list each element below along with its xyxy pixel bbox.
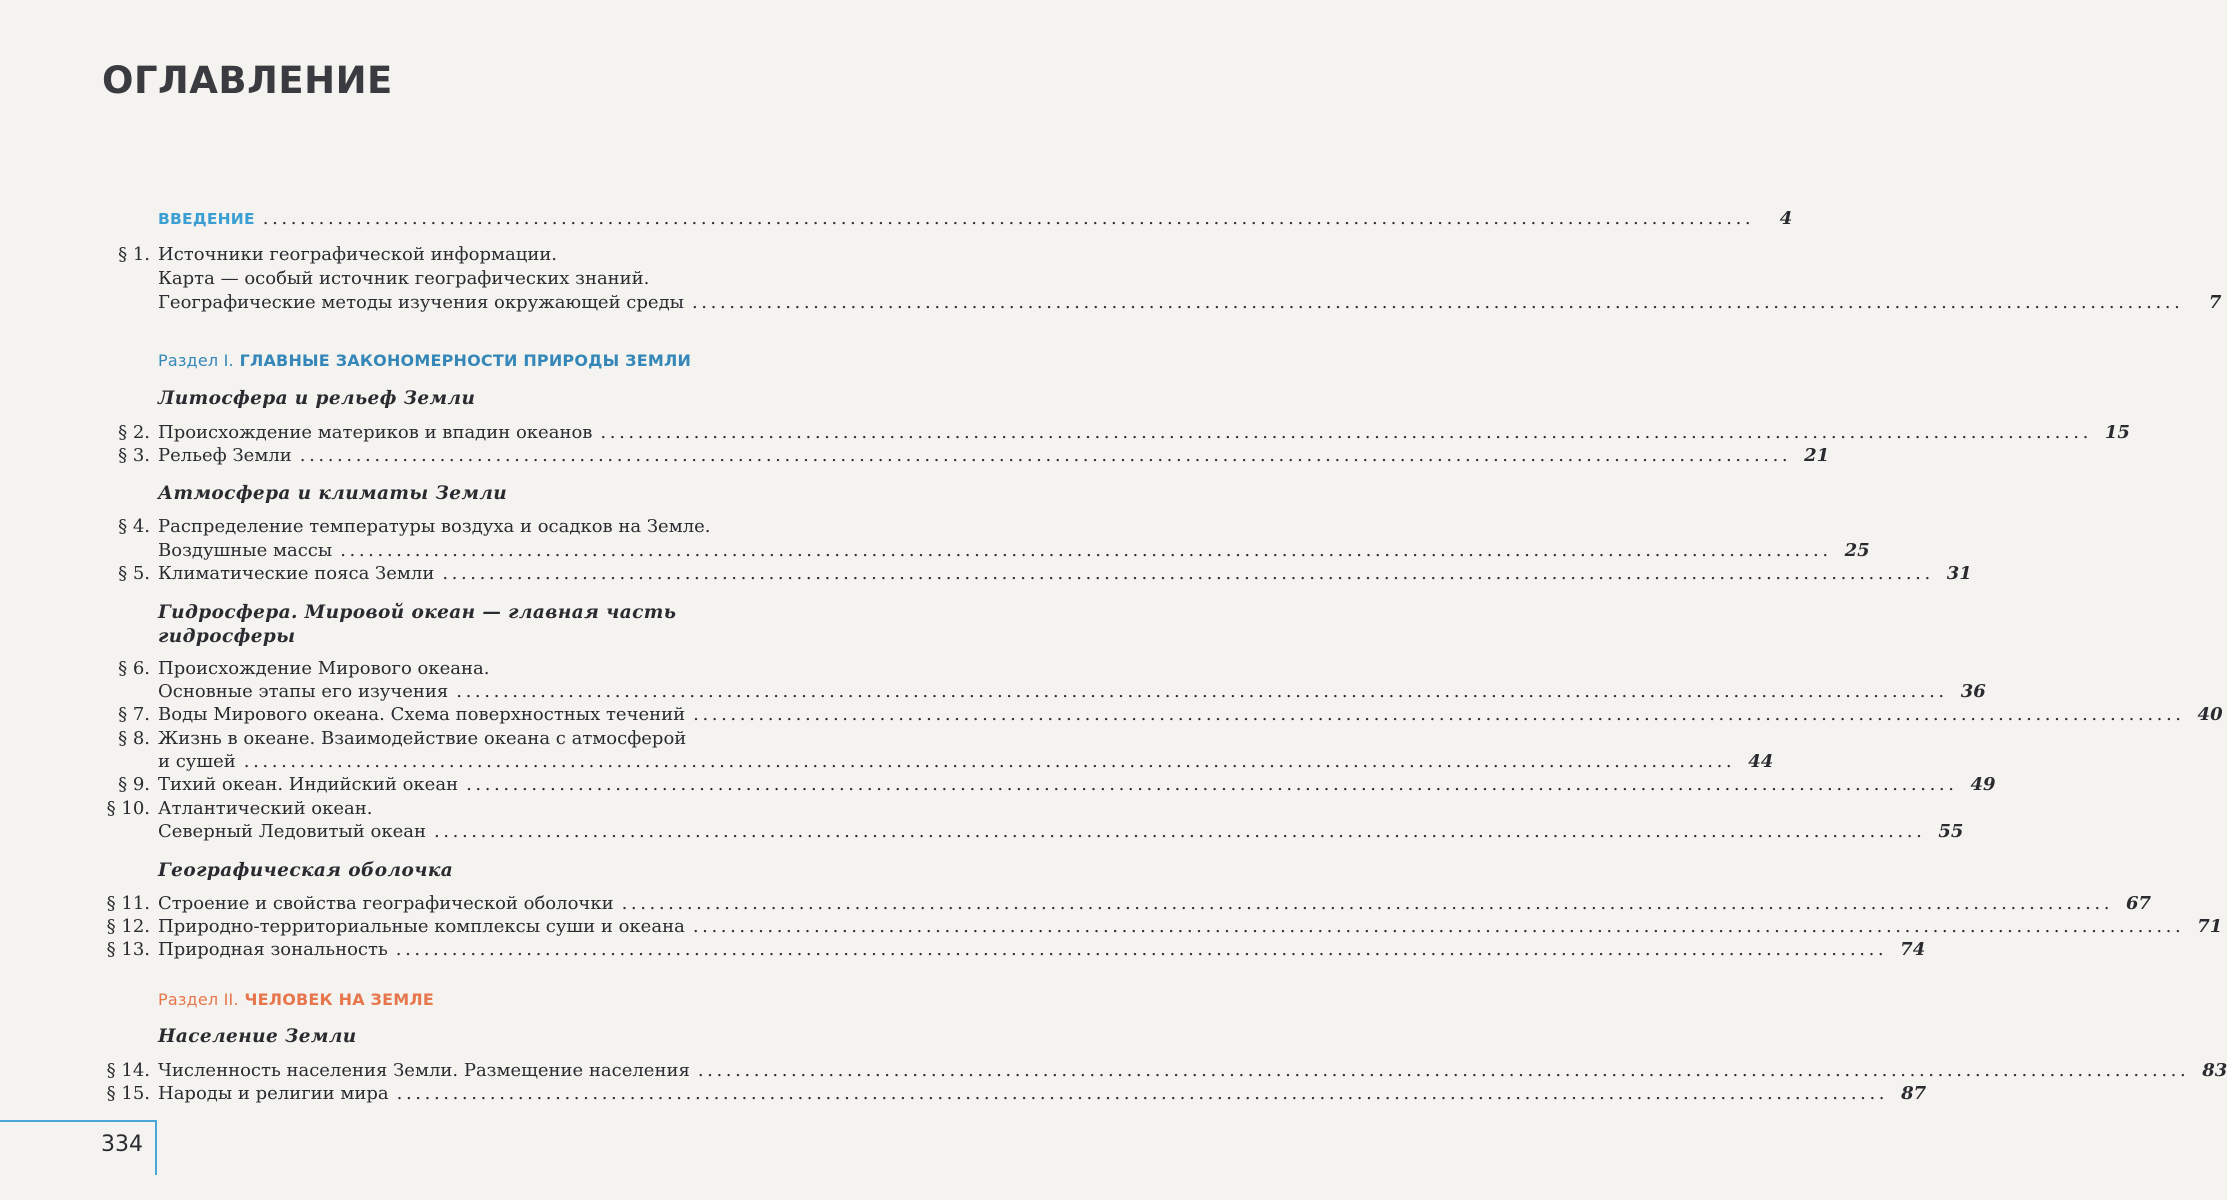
toc-page-number: 21: [1804, 445, 1830, 466]
toc-entry-label: Распределение температуры воздуха и осадков на Земле.: [158, 516, 711, 537]
toc-entry-p6-cont: [0, 680, 1986, 704]
toc-entry-label: Воды Мирового океана. Схема поверхностных течений: [158, 704, 686, 725]
toc-entry-label: Климатические пояса Земли: [158, 563, 435, 584]
page-title: ОГЛАВЛЕНИЕ: [102, 59, 393, 102]
page-number-box: [0, 1120, 157, 1175]
toc-entry-p10-cont: [0, 820, 1964, 844]
section-heading-1[interactable]: [158, 349, 691, 373]
toc-entry-label: Атлантический океан.: [158, 798, 373, 819]
section-title: ГЛАВНЫЕ ЗАКОНОМЕРНОСТИ ПРИРОДЫ ЗЕМЛИ: [239, 351, 692, 370]
toc-entry-p15[interactable]: [0, 1082, 1927, 1106]
toc-entry-p5[interactable]: [0, 562, 1972, 586]
paragraph-number: § 6.: [118, 658, 150, 679]
toc-entry-p11[interactable]: [0, 892, 2152, 916]
toc-entry-label: Происхождение Мирового океана.: [158, 658, 490, 679]
leader-dots: ................................................................................................................................................................: [697, 1060, 2190, 1081]
paragraph-number: § 12.: [106, 916, 150, 937]
toc-entry-label: Народы и религии мира: [158, 1083, 389, 1104]
section-title: ЧЕЛОВЕК НА ЗЕМЛЕ: [244, 990, 434, 1009]
toc-entry-p12[interactable]: [0, 915, 2223, 939]
paragraph-number: § 14.: [106, 1060, 150, 1081]
toc-page-number: 7: [2208, 292, 2222, 313]
toc-entry-p13[interactable]: [0, 938, 1926, 962]
toc-page-number: 44: [1748, 751, 1774, 772]
toc-entry-p2[interactable]: [0, 421, 2130, 445]
toc-entry-label: Строение и свойства географической оболочки: [158, 893, 614, 914]
toc-entry-p1[interactable]: [0, 243, 900, 267]
paragraph-number: § 9.: [118, 774, 150, 795]
toc-page-number: 74: [1900, 939, 1926, 960]
leader-dots: ................................................................................................................................................................: [442, 563, 1934, 584]
subheading-atmosphere: Атмосфера и климаты Земли: [158, 483, 508, 504]
toc-page-number: 25: [1844, 540, 1870, 561]
leader-dots: ................................................................................................................................................................: [456, 681, 1948, 702]
toc-entry-label: Источники географической информации.: [158, 244, 558, 265]
toc-entry-label: ВВЕДЕНИЕ: [158, 210, 255, 228]
leader-dots: ................................................................................................................................................................: [299, 445, 1792, 466]
paragraph-number: § 11.: [106, 893, 150, 914]
section-prefix: Раздел II.: [158, 990, 239, 1009]
leader-dots: ................................................................................................................................................................: [466, 774, 1958, 795]
leader-dots: ................................................................................................................................................................: [395, 939, 1888, 960]
leader-dots: ................................................................................................................................................................: [691, 292, 2184, 313]
toc-entry-p6[interactable]: [0, 657, 900, 681]
leader-dots: ................................................................................................................................................................: [693, 704, 2185, 725]
toc-page-number: 15: [2104, 422, 2130, 443]
page-number: 334: [101, 1132, 143, 1157]
toc-entry-label: Жизнь в океане. Взаимодействие океана с атмосферой: [158, 728, 687, 749]
leader-dots: ................................................................................................................................................................: [600, 422, 2092, 443]
leader-dots: ................................................................................................................................................................: [692, 916, 2185, 937]
paragraph-number: § 3.: [118, 445, 150, 466]
subheading-hydrosphere: Гидросфера. Мировой океан — главная часть: [158, 602, 677, 623]
paragraph-number: § 2.: [118, 422, 150, 443]
toc-entry-p1-cont2: [0, 291, 2222, 315]
toc-entry-label: и сушей: [158, 751, 236, 772]
toc-entry-label: Карта — особый источник географических знаний.: [158, 268, 650, 289]
subheading-geographic-envelope: Географическая оболочка: [158, 860, 454, 881]
paragraph-number: § 7.: [118, 704, 150, 725]
subheading-population: Население Земли: [158, 1026, 357, 1047]
leader-dots: ................................................................................................................................................................: [396, 1083, 1889, 1104]
toc-entry-label: Происхождение материков и впадин океанов: [158, 422, 593, 443]
toc-entry-label: Численность населения Земли. Размещение населения: [158, 1060, 690, 1081]
toc-page-number: 87: [1901, 1083, 1927, 1104]
toc-entry-p1-cont: [0, 267, 900, 291]
leader-dots: ................................................................................................................................................................: [433, 821, 1926, 842]
paragraph-number: § 8.: [118, 728, 150, 749]
toc-page-number: 55: [1938, 821, 1964, 842]
toc-page-number: 83: [2202, 1060, 2227, 1081]
toc-entry-p8[interactable]: [0, 727, 900, 751]
toc-page-number: 4: [1779, 208, 1793, 229]
toc-entry-p9[interactable]: [0, 773, 1996, 797]
toc-entry-label: Основные этапы его изучения: [158, 681, 449, 702]
toc-entry-label: Тихий океан. Индийский океан: [158, 774, 459, 795]
toc-page-number: 36: [1960, 681, 1986, 702]
leader-dots: ................................................................................................................................................................: [621, 893, 2114, 914]
paragraph-number: § 13.: [106, 939, 150, 960]
section-prefix: Раздел I.: [158, 351, 234, 370]
toc-entry-label: Воздушные массы: [158, 540, 333, 561]
paragraph-number: § 10.: [106, 798, 150, 819]
section-heading-2[interactable]: [158, 988, 434, 1012]
paragraph-number: § 5.: [118, 563, 150, 584]
toc-entry-p4[interactable]: [0, 515, 900, 539]
toc-entry-introduction[interactable]: [0, 207, 1793, 231]
toc-page-number: 71: [2197, 916, 2223, 937]
toc-entry-p3[interactable]: [0, 444, 1830, 468]
toc-entry-p14[interactable]: [0, 1059, 2227, 1083]
toc-entry-label: Природно-территориальные комплексы суши и океана: [158, 916, 685, 937]
toc-page-number: 49: [1970, 774, 1996, 795]
paragraph-number: § 4.: [118, 516, 150, 537]
toc-page-number: 67: [2125, 893, 2152, 914]
toc-page-number: 40: [2197, 704, 2223, 725]
toc-entry-label: Природная зональность: [158, 939, 388, 960]
toc-entry-label: Географические методы изучения окружающей среды: [158, 292, 684, 313]
paragraph-number: § 15.: [106, 1083, 150, 1104]
toc-entry-p8-cont: [0, 750, 1774, 774]
paragraph-number: § 1.: [118, 244, 150, 265]
toc-entry-p4-cont: [0, 539, 1870, 563]
toc-entry-label: Рельеф Земли: [158, 445, 292, 466]
toc-entry-label: Северный Ледовитый океан: [158, 821, 426, 842]
leader-dots: ................................................................................................................................................................: [262, 208, 1755, 229]
subheading-lithosphere: Литосфера и рельеф Земли: [158, 388, 476, 409]
toc-entry-p10[interactable]: [0, 797, 900, 821]
leader-dots: ................................................................................................................................................................: [243, 751, 1736, 772]
toc-page-number: 31: [1946, 563, 1972, 584]
toc-entry-p7[interactable]: [0, 703, 2223, 727]
leader-dots: ................................................................................................................................................................: [340, 540, 1832, 561]
subheading-hydrosphere-cont: гидросферы: [158, 626, 296, 647]
